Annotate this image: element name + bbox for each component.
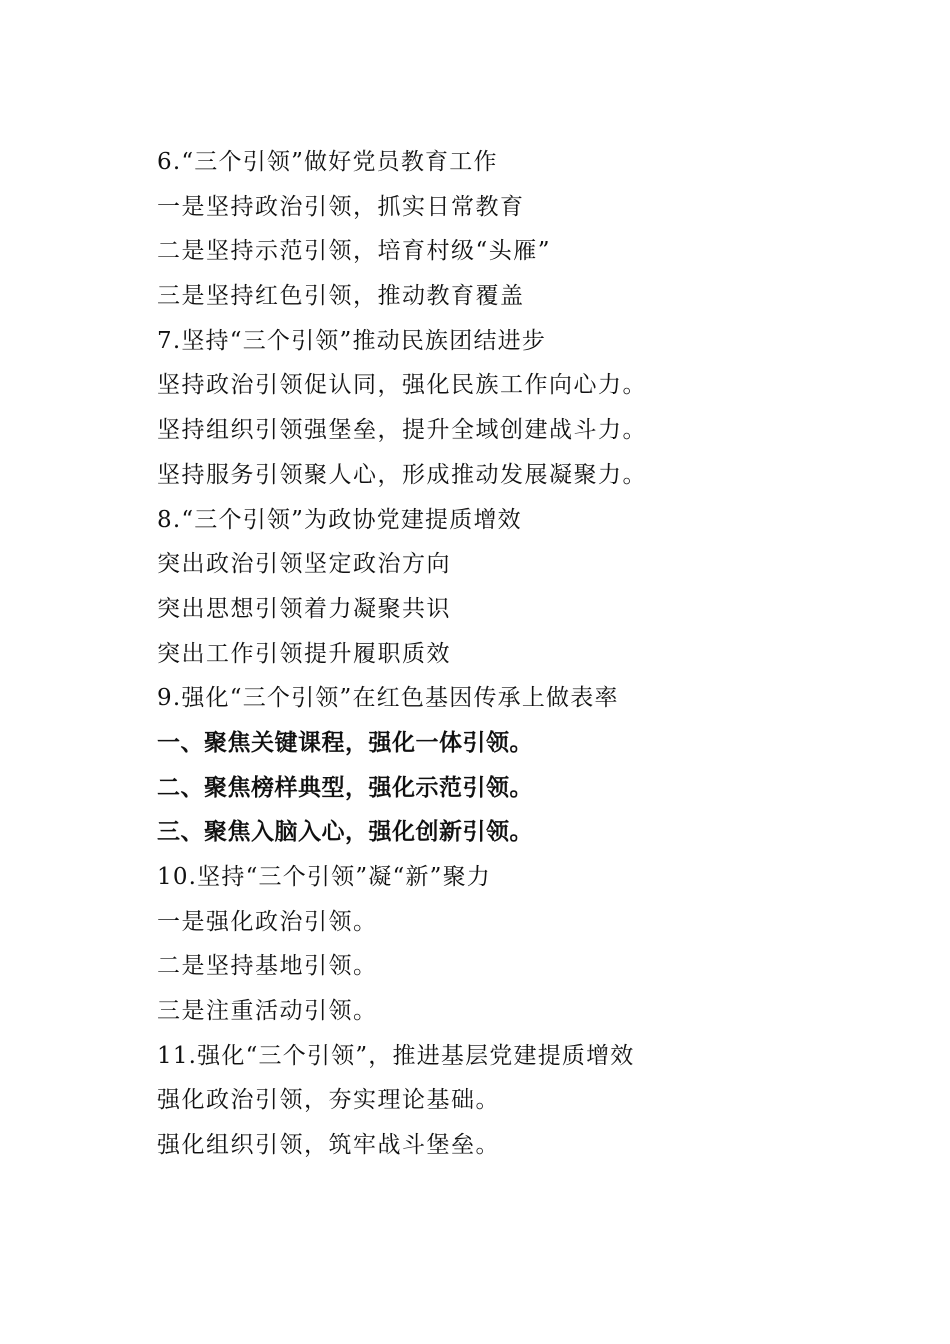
paragraph-line: 强化政治引领，夯实理论基础。 <box>157 1087 500 1114</box>
paragraph-line: 突出工作引领提升履职质效 <box>157 640 451 667</box>
bold-paragraph-line: 二、聚焦榜样典型，强化示范引领。 <box>157 774 533 801</box>
paragraph-line: 二是坚持示范引领，培育村级“头雁” <box>157 238 552 265</box>
section-heading-10: 10.坚持“三个引领”凝“新”聚力 <box>157 864 492 890</box>
paragraph-line: 突出政治引领坚定政治方向 <box>157 551 451 578</box>
paragraph-line: 坚持服务引领聚人心，形成推动发展凝聚力。 <box>157 461 647 488</box>
paragraph-line: 二是坚持基地引领。 <box>157 953 378 980</box>
bold-paragraph-line: 三、聚焦入脑入心，强化创新引领。 <box>157 819 533 846</box>
document-body <box>157 140 857 1168</box>
paragraph-line: 一是坚持政治引领，抓实日常教育 <box>157 193 525 220</box>
paragraph-line: 坚持政治引领促认同，强化民族工作向心力。 <box>157 372 647 399</box>
paragraph-line: 一是强化政治引领。 <box>157 908 378 935</box>
paragraph-line: 坚持组织引领强堡垒，提升全域创建战斗力。 <box>157 417 647 444</box>
section-heading-8: 8.“三个引领”为政协党建提质增效 <box>157 506 522 533</box>
section-heading-11: 11.强化“三个引领”，推进基层党建提质增效 <box>157 1042 635 1069</box>
section-heading-9: 9.强化“三个引领”在红色基因传承上做表率 <box>157 685 619 712</box>
paragraph-line: 三是注重活动引领。 <box>157 998 378 1025</box>
paragraph-line: 突出思想引领着力凝聚共识 <box>157 595 451 622</box>
bold-paragraph-line: 一、聚焦关键课程，强化一体引领。 <box>157 729 533 756</box>
paragraph-line: 强化组织引领，筑牢战斗堡垒。 <box>157 1132 500 1159</box>
section-heading-6: 6.“三个引领”做好党员教育工作 <box>157 149 498 175</box>
paragraph-line: 三是坚持红色引领，推动教育覆盖 <box>157 283 525 310</box>
section-heading-7: 7.坚持“三个引领”推动民族团结进步 <box>157 327 547 354</box>
